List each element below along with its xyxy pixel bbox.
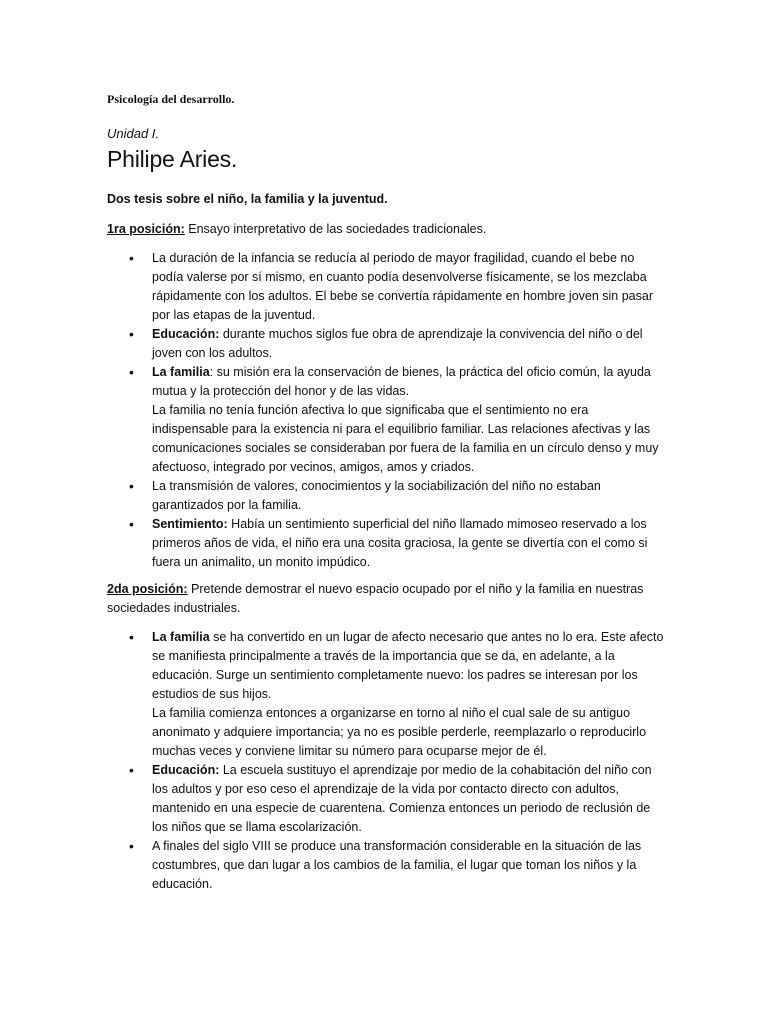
- item-text: Había un sentimiento superficial del niño llamado mimoseo reservado a los primeros años de vida, el niño era una cosita graciosa, la gente se divertía con el como si fuera un animalito, un monito impúdico.: [152, 517, 648, 569]
- item-label: Sentimiento:: [152, 517, 228, 531]
- list-item: [107, 363, 667, 477]
- section-1-intro: [107, 220, 667, 239]
- section-2-list: [107, 628, 667, 894]
- item-label: La familia: [152, 630, 210, 644]
- list-item: [107, 249, 667, 325]
- unit-label: Unidad I.: [107, 126, 160, 141]
- list-item: [107, 628, 667, 761]
- section-2-intro: [107, 580, 667, 618]
- item-text: La transmisión de valores, conocimientos y la sociabilización del niño no estaban garantizados por la familia.: [152, 479, 601, 512]
- section-1-text: Ensayo interpretativo de las sociedades tradicionales.: [184, 222, 487, 236]
- item-text: : su misión era la conservación de bienes, la práctica del oficio común, la ayuda mutua y la protección del honor y de las vidas.: [152, 365, 651, 398]
- item-text: A finales del siglo VIII se produce una transformación considerable en la situación de las costumbres, que dan lugar a los cambios de la familia, el lugar que toman los niños y la educación.: [152, 839, 642, 891]
- list-item: [107, 477, 667, 515]
- section-1-label: 1ra posición:: [107, 222, 185, 236]
- item-label: Educación:: [152, 327, 220, 341]
- item-continuation: La familia comienza entonces a organizarse en torno al niño el cual sale de su antiguo anonimato y adquiere importancia; ya no es posible perderle, reemplazarlo o reproducirlo muchas veces y conviene limitar su número para ocuparse mejor de él.: [152, 706, 647, 758]
- list-item: [107, 761, 667, 837]
- item-text: durante muchos siglos fue obra de aprendizaje la convivencia del niño o del joven con los adultos.: [152, 327, 643, 360]
- item-text: La duración de la infancia se reducía al periodo de mayor fragilidad, cuando el bebe no podía valerse por sí mismo, en cuanto podía desenvolverse físicamente, se los mezclaba rápidamente con los adultos. El bebe se convertía rápidamente en hombre joven sin pasar por las etapas de la juventud.: [152, 251, 653, 322]
- item-continuation: La familia no tenía función afectiva lo que significaba que el sentimiento no era indispensable para la existencia ni para el equilibrio familiar. Las relaciones afectivas y las comunicaciones sociales se consideraban por fuera de la familia en un círculo denso y muy afectuoso, integrado por vecinos, amigos, amos y criados.: [152, 403, 659, 474]
- list-item: [107, 325, 667, 363]
- item-text: La escuela sustituyo el aprendizaje por medio de la cohabitación del niño con los adultos y por eso ceso el aprendizaje de la vida por contacto directo con adultos, mantenido en una especie de cuarentena. Comienza entonces un periodo de reclusión de los niños que se llama escolarización.: [152, 763, 652, 834]
- section-2-label: 2da posición:: [107, 582, 188, 596]
- item-label: La familia: [152, 365, 210, 379]
- list-item: [107, 837, 667, 894]
- document-header: Psicología del desarrollo.: [107, 92, 235, 106]
- list-item: [107, 515, 667, 572]
- page-title: Philipe Aries.: [107, 146, 238, 172]
- subtitle: Dos tesis sobre el niño, la familia y la juventud.: [107, 192, 388, 206]
- section-1-list: [107, 249, 667, 572]
- section-2-text: Pretende demostrar el nuevo espacio ocupado por el niño y la familia en nuestras sociedades industriales.: [107, 582, 644, 615]
- item-label: Educación:: [152, 763, 220, 777]
- item-text: se ha convertido en un lugar de afecto necesario que antes no lo era. Este afecto se manifiesta principalmente a través de la importancia que se da, en adelante, a la educación. Surge un sentimiento completamente nuevo: los padres se interesan por los estudios de sus hijos.: [152, 630, 664, 701]
